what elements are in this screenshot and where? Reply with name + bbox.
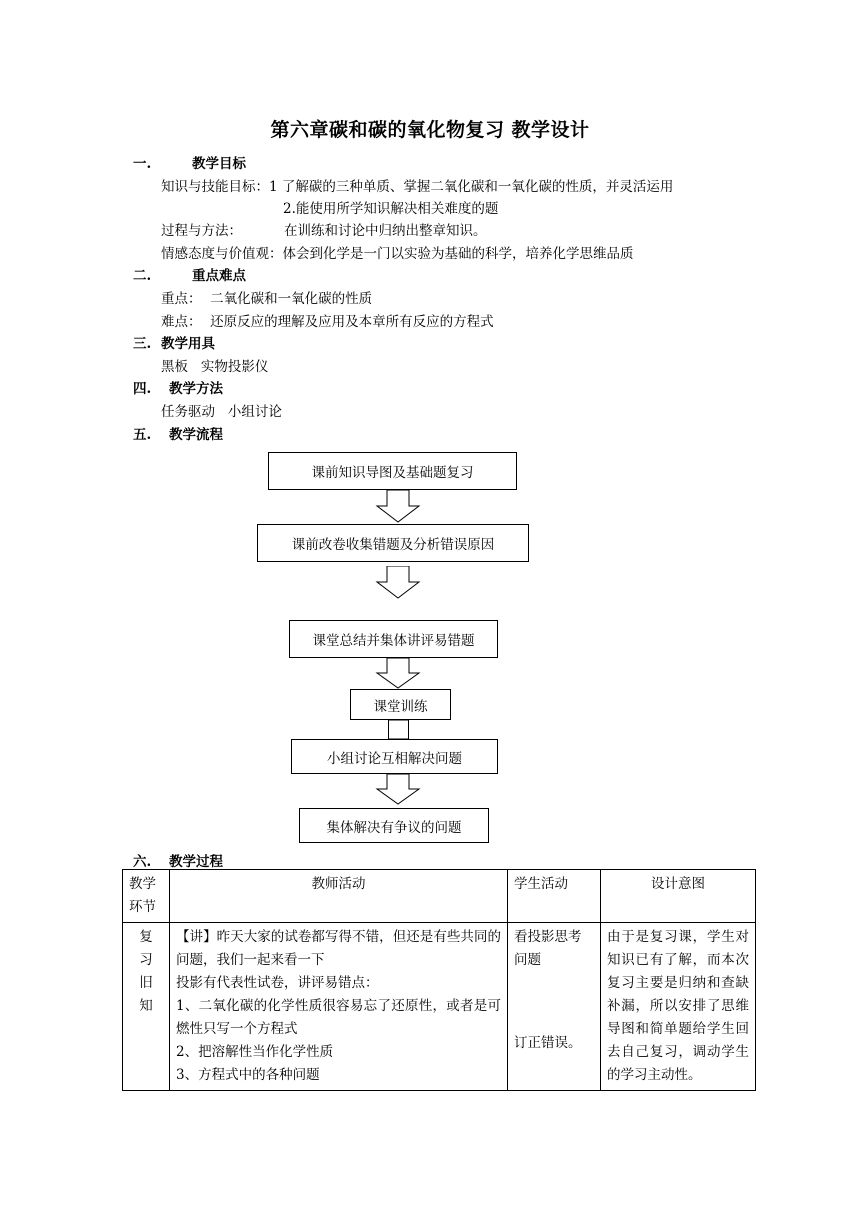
flow-step-3: 课堂总结并集体讲评易错题 [289, 620, 498, 658]
knowledge-goal-line-2: 2.能使用所学知识解决相关难度的题 [283, 201, 499, 217]
header-design-intent: 设计意图 [601, 870, 756, 923]
student-activity-cell [508, 923, 601, 1091]
design-intent-text: 由于是复习课，学生对知识已有了解，而本次复习主要是归纳和查缺补漏，所以安排了思维导图和简单题给学生回去自己复习，调动学生的学习主动性。 [607, 929, 749, 1083]
attitude-goal-line: 情感态度与价值观：体会到化学是一门以实验为基础的科学，培养化学思维品质 [161, 246, 634, 262]
teaching-tools-line: 黑板 实物投影仪 [161, 359, 269, 375]
teacher-line: 【讲】昨天大家的试卷都写得不错，但还是有些共同的问题，我们一起来看一下 [176, 929, 501, 968]
flow-step-5: 小组讨论互相解决问题 [291, 739, 498, 774]
section-1-heading: 教学目标 [192, 156, 246, 172]
section-4-heading: 教学方法 [169, 381, 223, 397]
document-title: 第六章碳和碳的氧化物复习 教学设计 [270, 119, 590, 141]
section-3-heading: 教学用具 [161, 336, 215, 352]
header-student-activity: 学生活动 [508, 870, 601, 923]
process-method-label: 过程与方法： [161, 223, 242, 239]
teaching-methods-line: 任务驱动 小组讨论 [161, 404, 282, 420]
header-teacher-activity: 教师活动 [170, 870, 508, 923]
flow-connector [388, 720, 410, 740]
section-5-heading: 教学流程 [169, 427, 223, 443]
teacher-line: 2、把溶解性当作化学性质 [176, 1044, 334, 1060]
teacher-line: 3、方程式中的各种问题 [176, 1067, 320, 1083]
section-6-heading: 教学过程 [169, 854, 223, 870]
section-3-number: 三. [133, 336, 152, 352]
table-header-row [123, 870, 756, 923]
flow-step-6: 集体解决有争议的问题 [299, 808, 489, 843]
section-1-number: 一. [133, 156, 152, 172]
design-intent-cell [601, 923, 756, 1091]
knowledge-goal-line: 知识与技能目标：1 了解碳的三种单质、掌握二氧化碳和一氧化碳的性质，并灵活运用 [161, 179, 674, 195]
stage-label: 复习旧知 [139, 929, 153, 1014]
key-point-line: 重点： 二氧化碳和一氧化碳的性质 [161, 291, 373, 307]
section-4-number: 四. [133, 381, 152, 397]
student-activity-2: 订正错误。 [514, 1035, 582, 1051]
student-activity-1: 看投影思考问题 [514, 929, 582, 968]
difficulty-line: 难点： 还原反应的理解及应用及本章所有反应的方程式 [161, 314, 494, 330]
flow-arrow-2 [375, 566, 421, 600]
flow-arrow-3 [375, 658, 421, 690]
teacher-line: 投影有代表性试卷，讲评易错点： [176, 975, 379, 991]
section-6-number: 六. [133, 854, 152, 870]
flow-arrow-4 [375, 774, 421, 806]
section-2-heading: 重点难点 [192, 268, 246, 284]
stage-cell [123, 923, 170, 1091]
flow-step-4: 课堂训练 [350, 689, 451, 720]
flow-step-1: 课前知识导图及基础题复习 [268, 452, 517, 490]
flow-step-2: 课前改卷收集错题及分析错误原因 [257, 524, 529, 562]
teaching-process-table [122, 869, 756, 1091]
header-stage: 教学环节 [123, 870, 170, 923]
section-5-number: 五. [133, 427, 152, 443]
teacher-line: 1、二氧化碳的化学性质很容易忘了还原性，或者是可燃性只写一个方程式 [176, 998, 501, 1037]
section-2-number: 二. [133, 268, 152, 284]
teacher-activity-cell [170, 923, 508, 1091]
table-row [123, 923, 756, 1091]
process-method-text: 在训练和讨论中归纳出整章知识。 [284, 223, 487, 239]
flow-arrow-1 [375, 490, 421, 524]
